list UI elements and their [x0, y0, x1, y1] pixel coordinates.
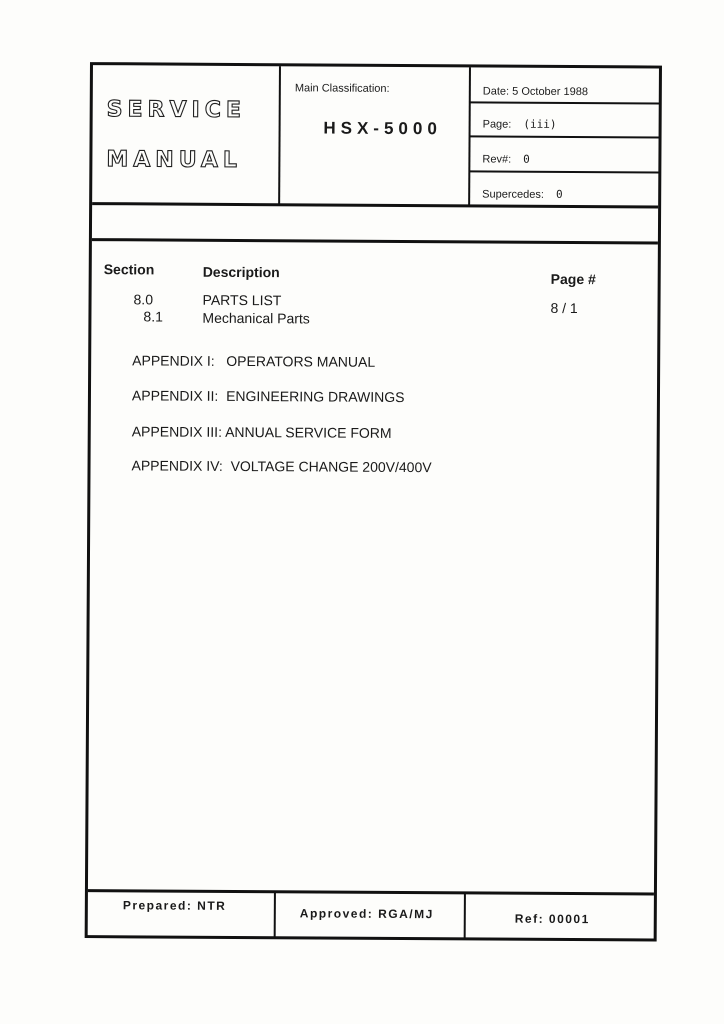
document-page [73, 62, 662, 950]
header-bottom-rule [92, 202, 658, 208]
header-divider-1 [278, 66, 281, 204]
appendix-3: APPENDIX III: ANNUAL SERVICE FORM [131, 423, 392, 441]
page-label: Page: [482, 118, 512, 131]
meta-rule-1 [470, 101, 660, 104]
title-manual: MANUAL [106, 147, 243, 174]
band-bottom-rule [92, 238, 658, 244]
footer-divider-2 [464, 892, 466, 938]
footer-divider-1 [274, 891, 276, 937]
rev-value: 0 [523, 152, 530, 166]
approved-by: Approved: RGA/MJ [299, 906, 434, 922]
title-service: SERVICE [106, 97, 246, 124]
row-section-2: 8.1 [143, 308, 163, 325]
page-field [483, 117, 557, 130]
description-header: Description [202, 263, 280, 281]
appendix-1: APPENDIX I: OPERATORS MANUAL [132, 352, 376, 370]
rev-label: Rev#: [482, 153, 512, 166]
footer-top-rule [88, 889, 654, 895]
classification-label: Main Classification: [294, 82, 390, 95]
row-section-1: 8.0 [133, 291, 154, 308]
section-header: Section [103, 261, 155, 278]
page-number-header: Page # [550, 270, 596, 288]
rev-field [482, 152, 529, 165]
prepared-by: Prepared: NTR [122, 898, 227, 913]
page-value: (iii) [523, 117, 557, 131]
supersedes-field [482, 187, 562, 200]
appendix-4: APPENDIX IV: VOLTAGE CHANGE 200V/400V [131, 457, 432, 476]
meta-rule-3 [469, 170, 659, 173]
reference-number: Ref: 00001 [514, 911, 590, 927]
supersedes-value: 0 [555, 187, 563, 201]
appendix-2: APPENDIX II: ENGINEERING DRAWINGS [131, 387, 405, 406]
meta-rule-2 [470, 135, 660, 138]
row-description-2: Mechanical Parts [202, 309, 310, 327]
row-page-1: 8 / 1 [550, 299, 578, 317]
supersedes-label: Supercedes: [482, 188, 544, 201]
outer-border [85, 62, 662, 941]
date-field: Date: 5 October 1988 [482, 85, 589, 99]
model-number: HSX-5000 [323, 118, 442, 139]
row-description-1: PARTS LIST [202, 291, 282, 309]
